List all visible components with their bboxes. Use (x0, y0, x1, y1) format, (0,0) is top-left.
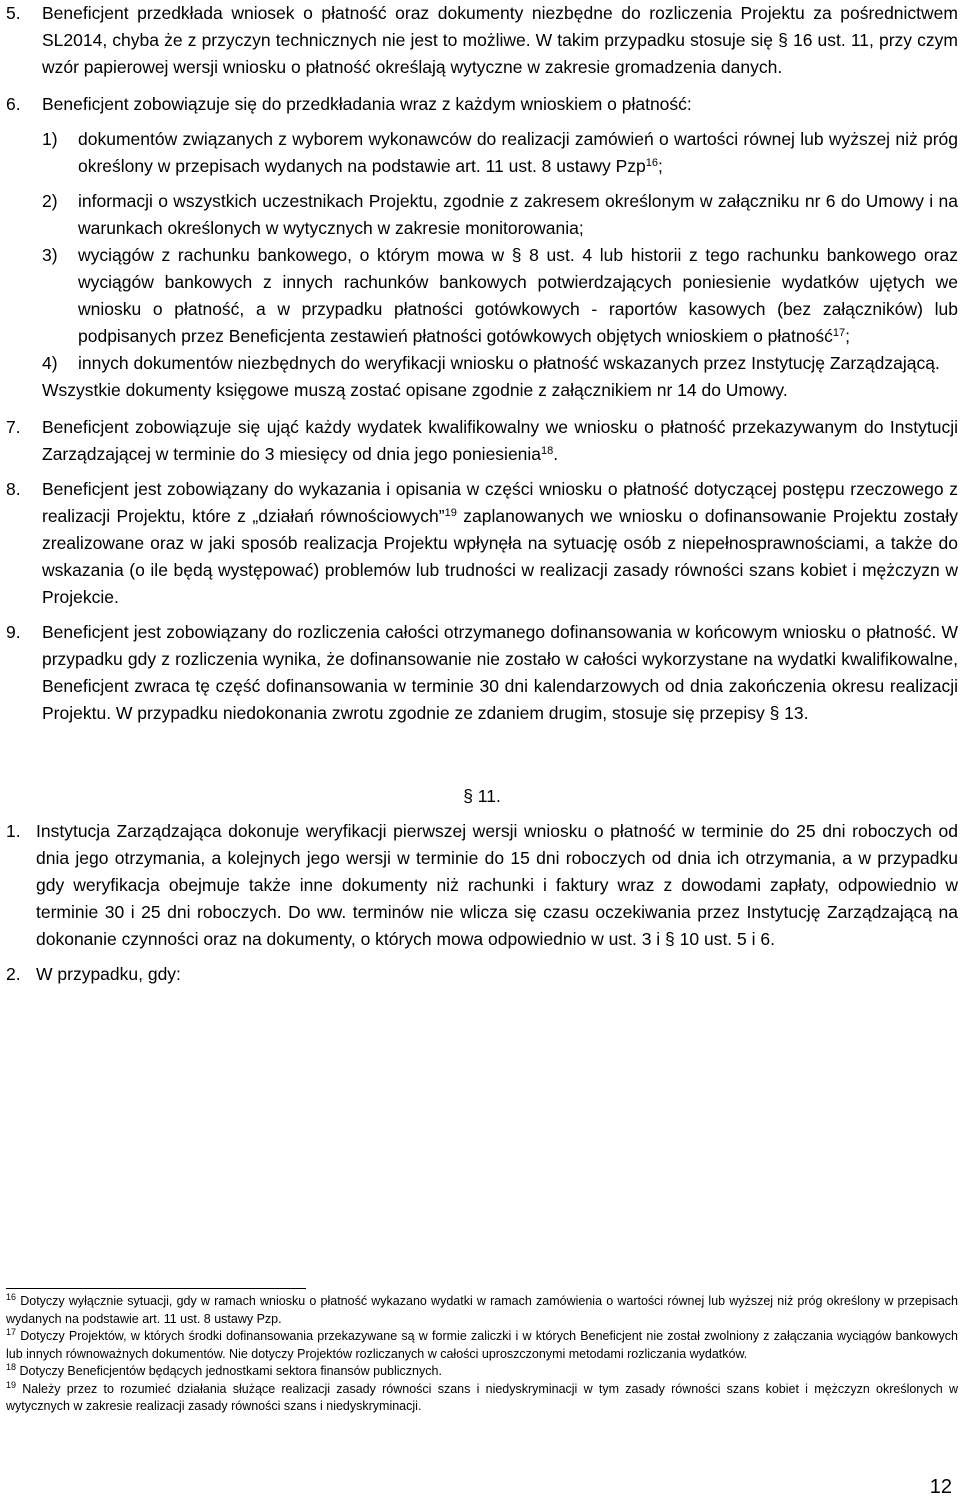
paragraph-intro: Beneficjent zobowiązuje się do przedkładania wraz z każdym wnioskiem o płatność: (42, 94, 692, 114)
list-item-text: wyciągów z rachunku bankowego, o którym mowa w § 8 ust. 4 lub historii z tego rachunku bankowego oraz wyciągów bankowych z innych rachunków bankowych potwierdzających poniesienie wydatków ujętych we wniosku o płatność, a w przypadku płatności gotówkowych - raportów kasowych (bez załączników) lub podpisanych przez Beneficjenta zestawień płatności gotówkowych objętych wnioskiem o płatność$^{17}$; (78, 245, 958, 346)
footnote-ref: 19 (444, 507, 457, 519)
paragraph-9 (6, 619, 958, 727)
section-item-number: 2. (6, 964, 21, 984)
paragraph-8 (6, 476, 958, 611)
footnote: $^{16}$ Dotyczy wyłącznie sytuacji, gdy w ramach wniosku o płatność wykazano wydatki w ramach zamówienia o wartości równej lub wyższej niż próg określony w przepisach wydanych na podstawie art. 11 ust. 8 ustawy Pzp. (6, 1292, 958, 1326)
footnotes (6, 1293, 958, 1416)
list-item-number: 2) (42, 191, 58, 211)
list-item-number: 1) (42, 129, 58, 149)
section-item (6, 961, 958, 988)
paragraph-number: 8. (6, 479, 21, 499)
paragraph-text: Beneficjent przedkłada wniosek o płatność oraz dokumenty niezbędne do rozliczenia Projektu za pośrednictwem SL2014, chyba że z przyczyn technicznych nie jest to możliwe. W takim przypadku stosuje się § 16 ust. 11, przy czym wzór papierowej wersji wniosku o płatność określają wytyczne w zakresie gromadzenia danych. (42, 3, 958, 77)
list-item (42, 188, 958, 242)
footnote-ref: 17 (832, 327, 846, 339)
paragraph-number: 9. (6, 622, 21, 642)
footnote: $^{17}$ Dotyczy Projektów, w których środki dofinansowania przekazywane są w formie zaliczki i w których Beneficjent nie został zwolniony z załączania wyciągów bankowych lub innych równoważnych dokumentów. Nie dotyczy Projektów rozliczanych w całości uproszczonymi metodami rozliczania wydatków. (6, 1327, 958, 1361)
list-item (42, 350, 958, 377)
section-item-text: W przypadku, gdy: (36, 964, 181, 984)
paragraph-7 (6, 414, 958, 468)
list-item-text: innych dokumentów niezbędnych do weryfikacji wniosku o płatność wskazanych przez Instytucję Zarządzającą. (78, 353, 940, 373)
paragraph-text: Beneficjent jest zobowiązany do wykazania i opisania w części wniosku o płatność dotyczącej postępu rzeczowego z realizacji Projektu, które z „działań równościowych”$^{19}$ zaplanowanych we wniosku o dofinansowanie Projektu zostały zrealizowane oraz w jaki sposób realizacja Projektu wpłynęła na sytuację osób z niepełnosprawnościami, a także do wskazania (o ile będą występować) problemów lub trudności w realizacji zasady równości szans kobiet i mężczyzn w Projekcie. (42, 479, 958, 607)
list-item-text: informacji o wszystkich uczestnikach Projektu, zgodnie z zakresem określonym w załączniku nr 6 do Umowy i na warunkach określonych w wytycznych w zakresie monitorowania; (78, 191, 958, 238)
paragraph-text: Beneficjent jest zobowiązany do rozliczenia całości otrzymanego dofinansowania w końcowym wniosku o płatność. W przypadku gdy z rozliczenia wynika, że dofinansowanie nie zostało w całości wykorzystane na wydatki kwalifikowalne, Beneficjent zwraca tę część dofinansowania w terminie 30 dni kalendarzowych od dnia zakończenia okresu realizacji Projektu. W przypadku niedokonania zwrotu zgodnie ze zdaniem drugim, stosuje się przepisy § 13. (42, 622, 958, 723)
page-number: 12 (929, 1476, 952, 1498)
paragraph-text: Beneficjent zobowiązuje się ująć każdy wydatek kwalifikowalny we wniosku o płatność przekazywanym do Instytucji Zarządzającej w terminie do 3 miesięcy od dnia jego poniesienia$^{18}$. (42, 417, 958, 464)
section-item (6, 818, 958, 953)
footnote: $^{18}$ Dotyczy Beneficjentów będących jednostkami sektora finansów publicznych. (6, 1362, 442, 1378)
section-item-number: 1. (6, 821, 21, 841)
list-item (42, 126, 958, 180)
section-heading: § 11. (463, 786, 501, 806)
paragraph-6 (6, 91, 958, 404)
list-item-number: 4) (42, 353, 58, 373)
paragraph-5 (6, 0, 958, 81)
section-item-text: Instytucja Zarządzająca dokonuje weryfikacji pierwszej wersji wniosku o płatność w terminie do 25 dni roboczych od dnia jego otrzymania, a kolejnych jego wersji w terminie do 15 dni roboczych od dnia ich otrzymania, a w przypadku gdy weryfikacja obejmuje także inne dokumenty niż rachunki i faktury wraz z dowodami zapłaty, odpowiednio w terminie 30 i 25 dni roboczych. Do ww. terminów nie wlicza się czasu oczekiwania przez Instytucję Zarządzającą na dokonanie czynności oraz na dokumenty, o których mowa odpowiednio w ust. 3 i § 10 ust. 5 i 6. (36, 821, 958, 949)
footnote: $^{19}$ Należy przez to rozumieć działania służące realizacji zasady równości szans i niedyskryminacji w tym zasady równości szans kobiet i mężczyzn określonych w wytycznych w zakresie realizacji zasady równości szans i niedyskryminacji. (6, 1379, 958, 1413)
paragraph-closing: Wszystkie dokumenty księgowe muszą zostać opisane zgodnie z załącznikiem nr 14 do Umowy. (42, 380, 788, 400)
list-item-text: dokumentów związanych z wyborem wykonawców do realizacji zamówień o wartości równej lub wyższej niż próg określony w przepisach wydanych na podstawie art. 11 ust. 8 ustawy Pzp$^{16}$; (78, 129, 958, 176)
paragraph-number: 5. (6, 3, 21, 23)
document-body (6, 0, 958, 988)
footnote-ref: 18 (541, 445, 554, 457)
footnote-ref: 16 (645, 157, 658, 169)
paragraph-number: 6. (6, 94, 21, 114)
footnote-divider (6, 1288, 306, 1289)
paragraph-number: 7. (6, 417, 21, 437)
list-item (42, 242, 958, 350)
list-item-number: 3) (42, 245, 58, 265)
